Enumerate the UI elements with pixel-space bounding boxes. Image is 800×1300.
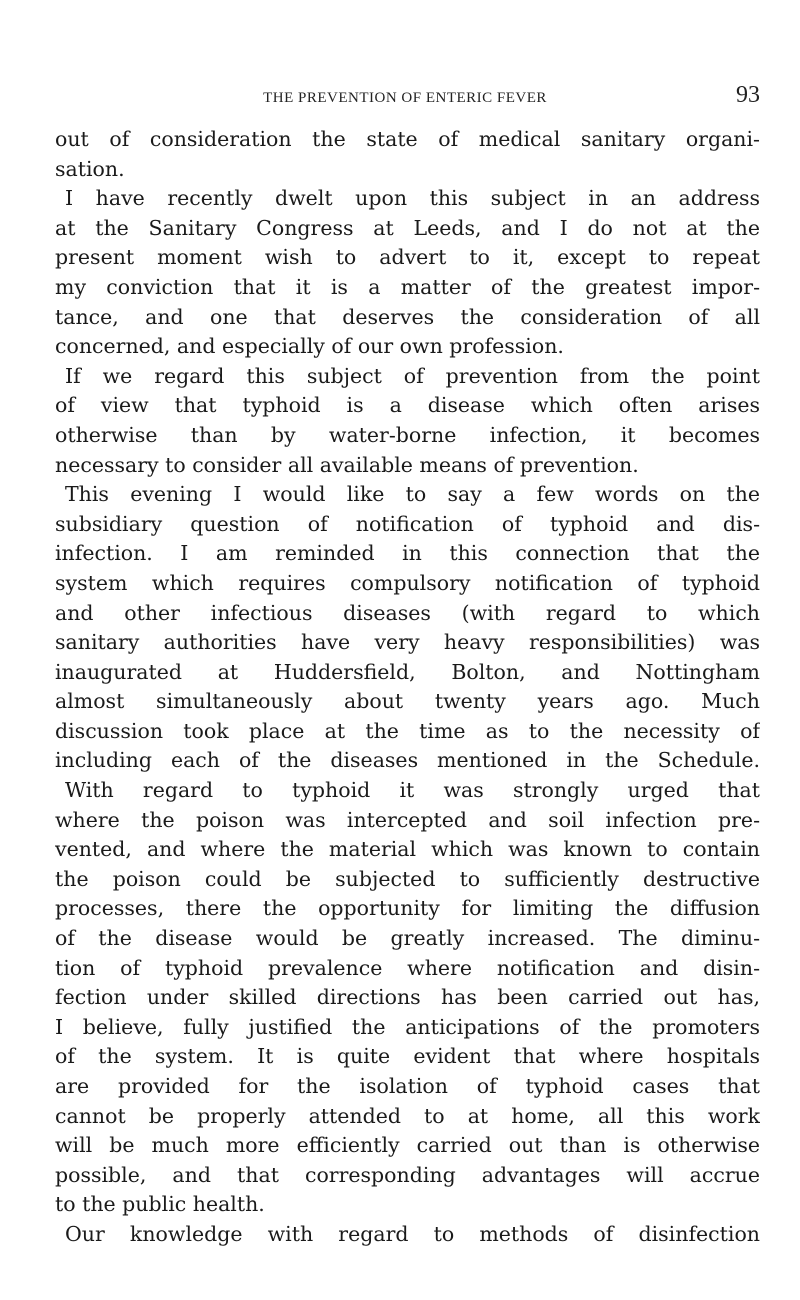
text-line: This evening I would like to say a few words on the [65, 482, 760, 507]
text-line: present moment wish to advert to it, except to repeat [55, 245, 760, 270]
text-line: of view that typhoid is a disease which often arises [55, 393, 760, 418]
running-title: THE PREVENTION OF ENTERIC FEVER [263, 90, 547, 106]
text-line: necessary to consider all available means of prevention. [55, 452, 639, 477]
text-line: subsidiary question of notification of typhoid and dis- [55, 511, 760, 536]
text-line: fection under skilled directions has been carried out has, [55, 985, 760, 1010]
text-line: and other infectious diseases (with regard to which [55, 600, 760, 625]
text-line: cannot be properly attended to at home, all this work [55, 1103, 760, 1128]
text-line: will be much more efficiently carried out than is otherwise [55, 1133, 760, 1158]
text-line: sation. [55, 156, 125, 181]
text-line: system which requires compulsory notification of typhoid [55, 570, 760, 595]
text-line: are provided for the isolation of typhoid cases that [55, 1074, 760, 1098]
text-line: to the public health. [55, 1192, 265, 1217]
text-line: With regard to typhoid it was strongly urged that [65, 778, 760, 803]
text-line: vented, and where the material which was known to contain [55, 837, 760, 862]
text-line: If we regard this subject of prevention from the point [65, 363, 760, 388]
text-line: my conviction that it is a matter of the greatest impor- [55, 274, 760, 299]
text-line: I have recently dwelt upon this subject in an address [65, 186, 760, 211]
text-line: I believe, fully justified the anticipations of the promoters [55, 1014, 760, 1039]
text-line: at the Sanitary Congress at Leeds, and I do not at the [55, 215, 760, 240]
body-text [55, 125, 760, 1250]
page-number: 93 [736, 82, 760, 108]
text-line: of the disease would be greatly increased. The diminu- [55, 926, 760, 951]
text-line: almost simultaneously about twenty years ago. Much [55, 689, 760, 714]
text-line: the poison could be subjected to sufficiently destructive [55, 866, 760, 891]
text-line: of the system. It is quite evident that where hospitals [55, 1044, 760, 1069]
text-line: where the poison was intercepted and soil infection pre- [55, 807, 760, 832]
text-line: tance, and one that deserves the consideration of all [55, 304, 760, 329]
text-line: tion of typhoid prevalence where notification and disin- [55, 955, 760, 980]
text-line: Our knowledge with regard to methods of disinfection [65, 1221, 760, 1246]
text-line: possible, and that corresponding advantages will accrue [55, 1162, 760, 1187]
text-line: otherwise than by water-borne infection, it becomes [55, 422, 760, 447]
text-line: out of consideration the state of medical sanitary organi- [55, 127, 760, 151]
text-line: discussion took place at the time as to the necessity of [55, 718, 760, 743]
text-line: including each of the diseases mentioned in the Schedule. [55, 748, 760, 773]
text-line: concerned, and especially of our own profession. [55, 334, 564, 359]
running-head [50, 82, 760, 112]
text-line: sanitary authorities have very heavy responsibilities) was [55, 630, 760, 655]
text-line: processes, there the opportunity for limiting the diffusion [55, 896, 760, 921]
text-line: inaugurated at Huddersfield, Bolton, and Nottingham [55, 659, 760, 684]
text-line: infection. I am reminded in this connection that the [55, 541, 760, 566]
